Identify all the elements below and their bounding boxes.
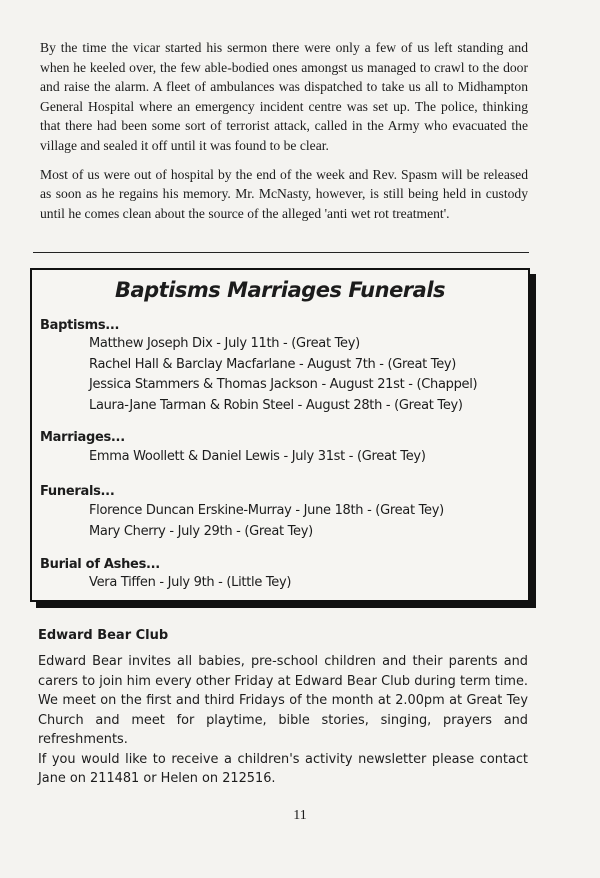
list-item: Mary Cherry - July 29th - (Great Tey) (89, 523, 313, 539)
notices-title: Baptisms Marriages Funerals (114, 278, 446, 302)
funerals-heading: Funerals... (40, 484, 115, 499)
marriages-heading: Marriages... (40, 430, 125, 445)
list-item: Rachel Hall & Barclay Macfarlane - August 7th - (Great Tey) (89, 356, 457, 372)
intro-paragraph-1: By the time the vicar started his sermon there were only a few of us left standing and when he keeled over, the few able-bodied ones amongst us managed to crawl to the door and raise the alarm. A fleet of ambulances was dispatched to take us all to Midhampton General Hospital where an emergency incident centre was set up. The police, thinking that there had been some sort of terrorist attack, called in the Army who evacuated the village and sealed it off until it was found to be clear. (40, 40, 528, 153)
intro-paragraph-2: Most of us were out of hospital by the end of the week and Rev. Spasm will be released as soon as he regains his memory. Mr. McNasty, however, is still being held in custody until he comes clean about the source of the alleged 'anti wet rot treatment'. (40, 166, 528, 221)
section-divider (33, 252, 529, 253)
baptisms-list (89, 334, 477, 416)
list-item: Emma Woollett & Daniel Lewis - July 31st - (Great Tey) (89, 449, 426, 464)
intro-article (40, 38, 528, 232)
club-title: Edward Bear Club (38, 628, 169, 643)
marriages-list (89, 447, 426, 468)
list-item: Laura-Jane Tarman & Robin Steel - August 28th - (Great Tey) (89, 397, 463, 413)
club-article (38, 652, 528, 789)
ashes-heading: Burial of Ashes... (40, 557, 160, 572)
list-item: Florence Duncan Erskine-Murray - June 18th - (Great Tey) (89, 503, 444, 518)
funerals-list (89, 501, 444, 542)
notices-box (30, 268, 530, 602)
list-item: Vera Tiffen - July 9th - (Little Tey) (89, 575, 292, 590)
club-paragraph-1: Edward Bear invites all babies, pre-school children and their parents and carers to join him every other Friday at Edward Bear Club during term time. We meet on the first and third Fridays of the month at 2.00pm at Great Tey Church and meet for playtime, bible stories, singing, prayers and refreshments. (38, 654, 528, 747)
list-item: Matthew Joseph Dix - July 11th - (Great Tey) (89, 336, 360, 351)
club-paragraph-2: If you would like to receive a children's activity newsletter please contact Jane on 211481 or Helen on 212516. (38, 751, 528, 786)
list-item: Jessica Stammers & Thomas Jackson - August 21st - (Chappel) (89, 377, 478, 392)
page-number: 11 (293, 808, 307, 823)
ashes-list (89, 573, 291, 594)
baptisms-heading: Baptisms... (40, 318, 120, 333)
